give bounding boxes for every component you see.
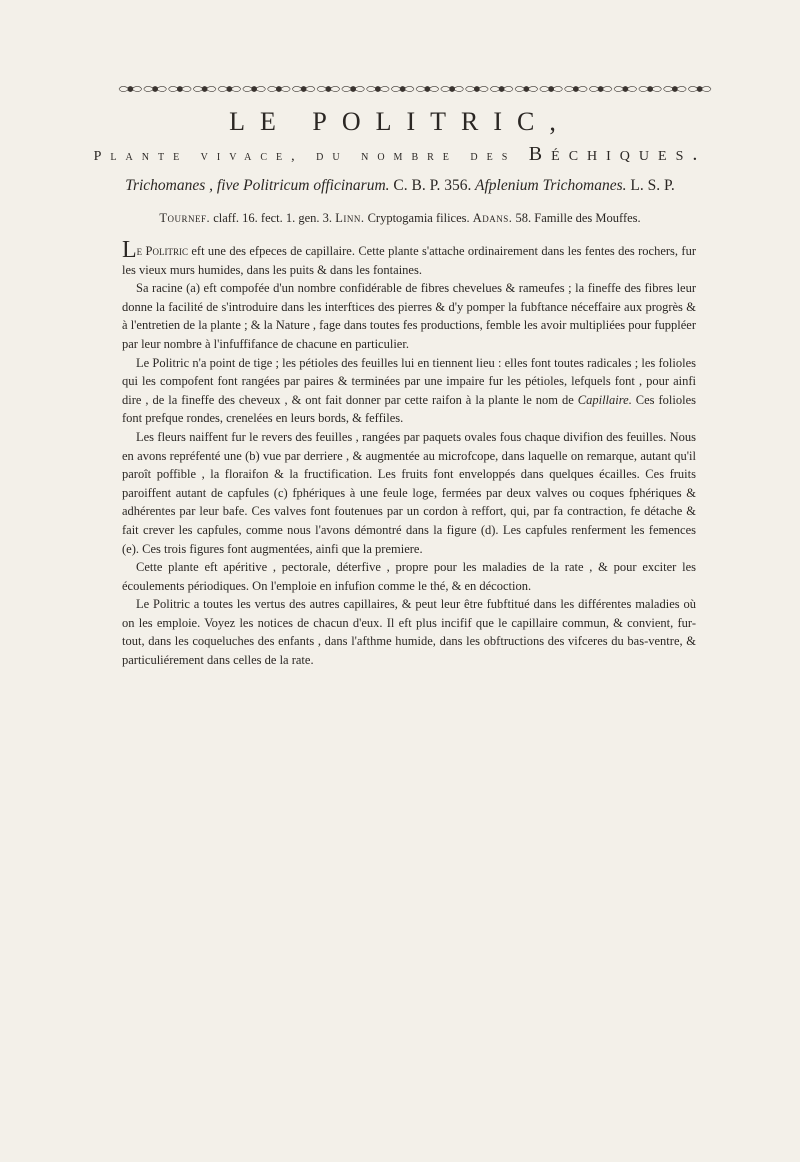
paragraph-5: Cette plante eft apéritive , pectorale, déterfive , propre pour les maladies de la rate , & pour exciter les écoulements périodiques. On l'emploie en infufion comme le thé, & en décoction. bbox=[122, 560, 696, 593]
fleuron-dot bbox=[202, 86, 207, 91]
fleuron-dot bbox=[128, 86, 133, 91]
page-subtitle bbox=[0, 144, 800, 167]
fleuron-dot bbox=[425, 86, 430, 91]
fleuron-dot bbox=[177, 86, 182, 91]
fleuron-dot bbox=[598, 86, 603, 91]
latin-name-1: Trichomanes , five Politricum officinarum. bbox=[125, 177, 390, 194]
article-body bbox=[122, 237, 697, 670]
fleuron-dot bbox=[549, 86, 554, 91]
paragraph-6: Le Politric a toutes les vertus des autres capillaires, & peut leur être fubftitué dans les différentes maladies où on les emploie. Voyez les notices de chacun d'eux. Il eft plus incifif que le capillaire commun, & convient, fur-tout, dans les coqueluches des enfants , dans l'afthme humide, dans les obftructions des vifceres du bas-ventre, & particuliérement dans celles de la rate. bbox=[122, 597, 696, 668]
ref-author-adans: Adans. bbox=[472, 211, 513, 225]
lead-words: e Politric bbox=[136, 244, 188, 258]
capillaire-term: Capillaire. bbox=[577, 392, 632, 407]
fleuron-dot bbox=[623, 86, 628, 91]
paragraph-3-text-b: Ces folioles font prefque rondes, crenelées en leurs bords, & feffiles. bbox=[122, 392, 697, 426]
fleuron-dot bbox=[252, 86, 257, 91]
paragraph-1 bbox=[122, 237, 696, 279]
paragraph-2: Sa racine (a) eft compofée d'un nombre confidérable de fibres chevelues & rameufes ; la fineffe des fibres leur donne la facilité de s'introduire dans les interftices des pierres & d'y pomper la fubftance néceffaire aux progrès & à l'entretien de la plante ; & la Nature , fage dans toutes fes productions, femble les avoir multipliées pour fuppléer par leur nombre à l'infuffifance de chacune en particulier. bbox=[122, 281, 696, 351]
fleuron-dot bbox=[474, 86, 479, 91]
fleuron-dot bbox=[573, 86, 578, 91]
latin-name-2: Afplenium Trichomanes. bbox=[474, 177, 627, 194]
fleuron-dot bbox=[153, 86, 158, 91]
fleuron-dot bbox=[301, 86, 306, 91]
subtitle-text: Plante vivace, du nombre des bbox=[93, 149, 529, 164]
fleuron-dot bbox=[276, 86, 281, 91]
latin-ref-1: C. B. P. 356. bbox=[393, 177, 472, 194]
fleuron-dot bbox=[351, 86, 356, 91]
latin-names bbox=[0, 175, 800, 197]
paragraph-3-text-a: Le Politric n'a point de tige ; les pétioles des feuilles lui en tiennent lieu : elles font toutes radicales ; les folioles qui les compofent font rangées par paires & terminées par une impaire fur les pétioles, lefquels font , pour ainfi dire , de la fineffe des cheveux , & ont fait donner par cette raifon à la plante le nom de bbox=[122, 355, 696, 407]
ref-text-tournef: claff. 16. fect. 1. gen. 3. bbox=[213, 211, 333, 225]
ref-author-linn: Linn. bbox=[335, 211, 365, 225]
fleuron-ornament-band bbox=[118, 78, 712, 100]
fleuron-dot bbox=[375, 86, 380, 91]
paragraph-4: Les fleurs naiffent fur le revers des feuilles , rangées par paquets ovales fous chaque divifion des feuilles. Nous en avons repréfenté une (b) vue par derriere , & augmentée au microfcope, dans laquelle on remarque, autant qu'il paroît poffible , la floraifon & la fructification. Les fruits font enveloppés dans quelques écailles. Ces fruits paroiffent autant de capfules (c) fphériques à une feule loge, fermées par deux valves ou coques fphériques & adhérentes par leur bafe. Ces valves font foutenues par un cordon à reffort, qui, par fa contraction, fe détache & fait crever les capfules, comme nous l'avons démontré dans la figure (d). Les capfules renferment les femences (e). Ces trois figures font augmentées, ainfi que la premiere. bbox=[122, 429, 696, 556]
paragraph-1-text: eft une des efpeces de capillaire. Cette plante s'attache ordinairement dans les fentes des rochers, fur les vieux murs humides, dans les puits & dans les fontaines. bbox=[122, 244, 696, 277]
fleuron-dot bbox=[524, 86, 529, 91]
fleuron-dot bbox=[227, 86, 232, 91]
page-title: LE POLITRIC, bbox=[229, 107, 571, 136]
drop-cap: L bbox=[122, 237, 137, 263]
ref-author-tournef: Tournef. bbox=[159, 211, 211, 225]
ref-text-linn: Cryptogamia filices. bbox=[367, 211, 470, 225]
fleuron-dot bbox=[326, 86, 331, 91]
fleuron-dot bbox=[672, 86, 677, 91]
paragraph-3 bbox=[122, 354, 696, 428]
fleuron-dot bbox=[400, 86, 405, 91]
fleuron-dot bbox=[499, 86, 504, 91]
subtitle-emph: Béchiques. bbox=[528, 143, 707, 165]
fleuron-dot bbox=[450, 86, 455, 91]
classification-refs bbox=[0, 209, 800, 227]
ref-text-adans: 58. Famille des Mouffes. bbox=[515, 211, 641, 225]
latin-ref-2: L. S. P. bbox=[630, 177, 675, 194]
fleuron-dot bbox=[697, 86, 702, 91]
fleuron-dot bbox=[648, 86, 653, 91]
